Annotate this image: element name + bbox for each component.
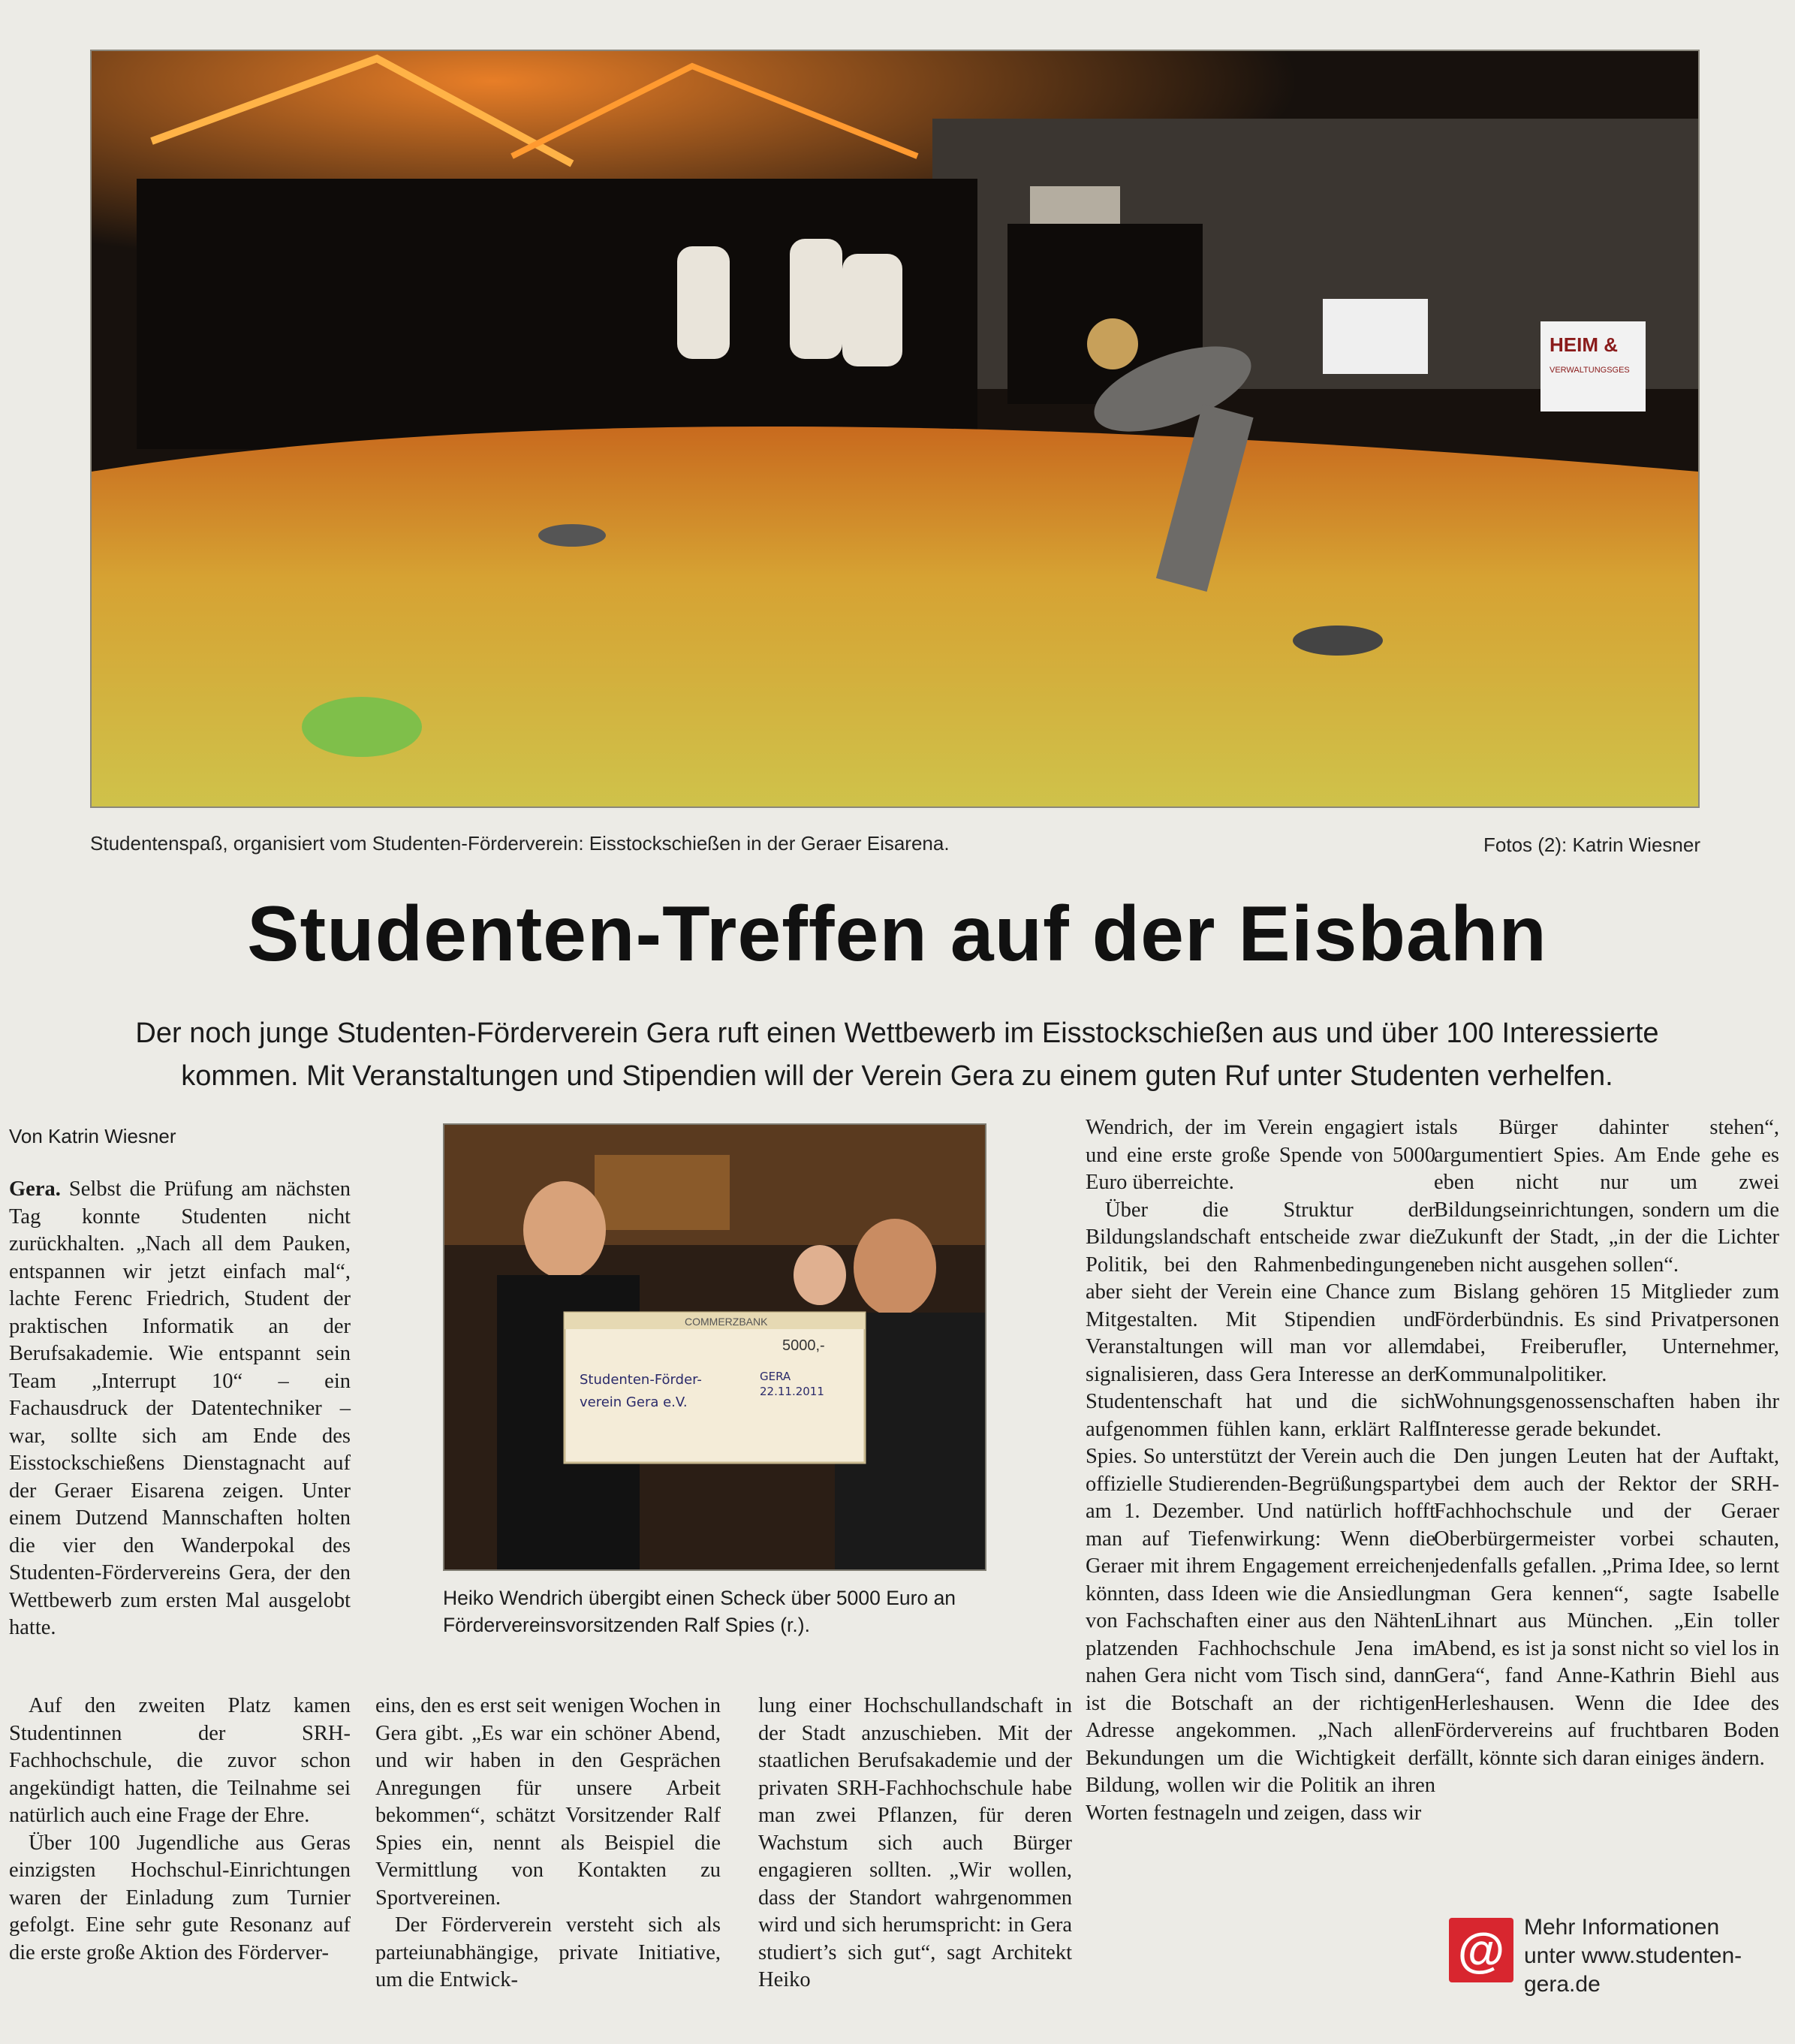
- subheadline-line-2: kommen. Mit Veranstaltungen und Stipendien will der Verein Gera zu einem guten Ruf unter Studenten verhelfen.: [181, 1060, 1613, 1092]
- check-date: 22.11.2011: [760, 1385, 824, 1398]
- more-info-text: [1524, 1913, 1779, 1999]
- paragraph-6: lung einer Hochschullandschaft in der Stadt anzuschieben. Mit der staatlichen Berufsakademie und der privaten SRH-Fachhochschule habe man zwei Pflanzen, für deren Wachstum sich auch Bürger engagieren sollten. „Wir wollen, dass der Standort wahrgenommen wird und sich herumspricht: in Gera studiert’s sich gut“, sagt Architekt Heiko: [758, 1694, 1072, 1991]
- payee-line-1: Studenten-Förder-: [580, 1372, 702, 1388]
- at-sign-icon: @: [1449, 1918, 1513, 1982]
- paragraph-9: als Bürger dahinter stehen“, argumentiert Spies. Am Ende gehe es eben nicht nur um zwei Bildungseinrichtungen, sondern um die Zukunft der Stadt, „in der die Lichter eben nicht ausgehen sollen“.: [1434, 1116, 1779, 1277]
- heim-sign: [1541, 321, 1646, 412]
- paragraph-11: Den jungen Leuten hat der Auftakt, bei dem auch der Rektor der SRH-Fachhochschule und der Geraer Oberbürgermeister vorbei schauten, jedenfalls gefallen. „Prima Idee, so lernt man Gera kennen“, sagte Isabelle Lihnart aus München. „Ein toller Abend, es ist ja sonst nicht so viel los in Gera“, fand Anne-Kathrin Biehl aus Herleshausen. Wenn die Idee des Fördervereins auf fruchtbaren Boden fällt, könnte sich daran einiges ändern.: [1434, 1445, 1779, 1770]
- paragraph-4: eins, den es erst seit wenigen Wochen in Gera gibt. „Es war ein schöner Abend, und wir haben in den Gesprächen Anregungen für unsere Arbeit bekommen“, schätzt Vorsitzender Ralf Spies ein, nennt als Beispiel die Vermittlung von Kontakten zu Sportvereinen.: [375, 1694, 721, 1910]
- paragraph-2: Auf den zweiten Platz kamen Studentinnen der SRH-Fachhochschule, die zuvor schon angekündigt hatten, die Teilnahme sei natürlich auch eine Frage der Ehre.: [9, 1694, 351, 1827]
- check-amount: 5000,-: [782, 1337, 825, 1354]
- paragraph-3: Über 100 Jugendliche aus Geras einzigsten Hochschul-Einrichtungen waren der Einladung zum Turnier gefolgt. Eine sehr gute Resonanz auf die erste große Aktion des Förderver-: [9, 1831, 351, 1964]
- more-info-line-1: Mehr Informationen: [1524, 1915, 1720, 1940]
- paragraph-10: Bislang gehören 15 Mitglieder zum Förderbündnis. Es sind Privatpersonen dabei, Freiberufler, Unternehmer, Kommunalpolitiker. Wohnungsgenossenschaften haben ihr Interesse gerade bekundet.: [1434, 1280, 1779, 1441]
- article-column-2: [375, 1693, 721, 1994]
- more-info-box: [1449, 1913, 1779, 2003]
- paragraph-7: Wendrich, der im Verein engagiert ist und eine erste große Spende von 5000 Euro überreichte.: [1086, 1116, 1435, 1194]
- top-photo: [90, 50, 1700, 808]
- article-column-1: [9, 1176, 351, 1642]
- byline: Von Katrin Wiesner: [9, 1125, 176, 1147]
- donation-check: [565, 1313, 865, 1463]
- article-column-3: [758, 1693, 1072, 1994]
- check-photo: [443, 1123, 986, 1571]
- bank-name: COMMERZBANK: [685, 1316, 768, 1328]
- check-photo-caption: Heiko Wendrich übergibt einen Scheck über 5000 Euro an Fördervereinsvorsitzenden Ralf Spies (r.).: [443, 1587, 956, 1636]
- more-info-line-2[interactable]: unter www.studenten-: [1524, 1943, 1742, 1968]
- article-column-5: [1434, 1114, 1779, 1772]
- paragraph-8: Über die Struktur der Bildungslandschaft entscheide zwar die Politik, bei den Rahmenbedingungen aber sieht der Verein eine Chance zum Mitgestalten. Mit Stipendien und Veranstaltungen will man vor allem signalisieren, dass Gera Interesse an der Studentenschaft hat und die sich aufgenommen fühlen kann, erklärt Ralf Spies. So unterstützt der Verein auch die offizielle Studierenden-Begrüßungsparty am 1. Dezember. Und natürlich hofft man auf Tiefenwirkung: Wenn die Geraer mit ihrem Engagement erreichen könnten, dass Ideen wie die Ansiedlung von Fachschaften einer aus den Nähten platzenden Fachhochschule Jena im nahen Gera nicht vom Tisch sind, dann ist die Botschaft an der richtigen Adresse angekommen. „Nach allen Bekundungen um die Wichtigkeit der Bildung, wollen wir die Politik an ihren Worten festnageln und zeigen, dass wir: [1086, 1198, 1435, 1825]
- curling-scene-illustration: [92, 51, 1698, 806]
- more-info-line-3[interactable]: gera.de: [1524, 1972, 1601, 1997]
- subheadline-line-1: Der noch junge Studenten-Förderverein Gera ruft einen Wettbewerb im Eisstockschießen aus und über 100 Interessierte: [135, 1017, 1659, 1049]
- article-column-4: [1086, 1114, 1435, 1827]
- article-column-1-continued: [9, 1693, 351, 1967]
- check-place: GERA: [760, 1370, 791, 1383]
- subheadline: [30, 1012, 1764, 1098]
- photo-caption: Studentenspaß, organisiert vom Studenten-Förderverein: Eisstockschießen in der Geraer Eisarena.: [90, 832, 950, 855]
- paragraph-5: Der Förderverein versteht sich als parteiunabhängige, private Initiative, um die Entwick-: [375, 1913, 721, 1991]
- paragraph-1: Selbst die Prüfung am nächsten Tag konnte Studenten nicht zurückhalten. „Nach all dem Pauken, entspannen wir jetzt einfach mal“, lachte Ferenc Friedrich, Student der praktischen Informatik an der Berufsakademie. Wie entspannt sein Team „Interrupt 10“ – ein Fachausdruck der Datentechniker – war, sollte sich am Ende des Eisstockschießens Dienstagnacht auf der Geraer Eisarena zeigen. Unter einem Dutzend Mannschaften holten die vier den Wanderpokal des Studenten-Fördervereins Gera, der den Wettbewerb zum ersten Mal ausgelobt hatte.: [9, 1177, 351, 1639]
- headline: Studenten-Treffen auf der Eisbahn: [247, 891, 1547, 978]
- photo-credit: Fotos (2): Katrin Wiesner: [1483, 834, 1700, 856]
- heim-sign-text: HEIM &: [1550, 333, 1618, 356]
- dateline: Gera.: [9, 1177, 61, 1201]
- check-handover-illustration: [444, 1125, 985, 1569]
- heim-sign-subtext: VERWALTUNGSGES: [1550, 366, 1630, 375]
- payee-line-2: verein Gera e.V.: [580, 1394, 688, 1410]
